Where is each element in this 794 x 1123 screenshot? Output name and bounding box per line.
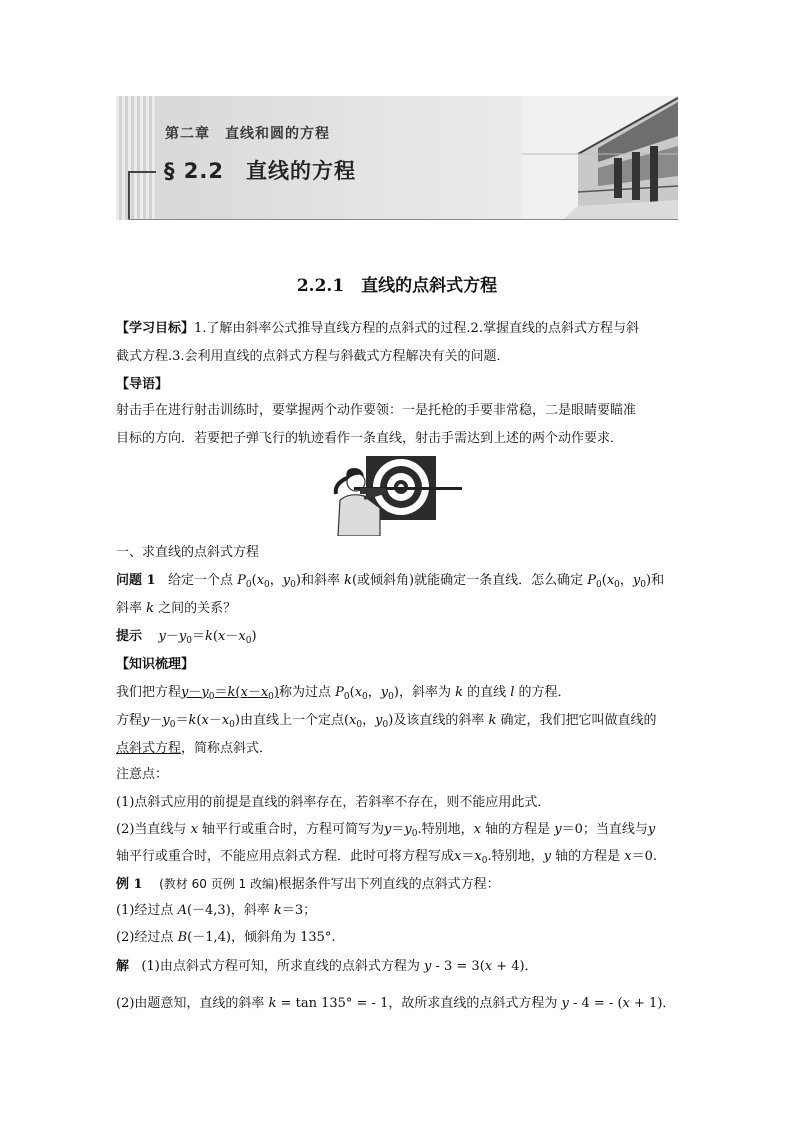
intro-tag: 【导语】 xyxy=(116,377,169,392)
q1-text-b: 和斜率 xyxy=(300,573,345,588)
part1-heading: 一、求直线的点斜式方程 xyxy=(116,545,260,560)
chapter-title: 第二章 直线和圆的方程 xyxy=(165,126,330,142)
k2-text-d: 确定，我们把它叫做直线的 xyxy=(496,713,657,728)
question1-line-2: 斜率 k 之间的关系？ xyxy=(116,601,237,616)
note-2-line-1: (2)当直线与 x 轴平行或重合时，方程可简写为$y=y_0$.特别地，x 轴的方程是 y＝0；当直线与y xyxy=(116,822,656,839)
shooter-illustration xyxy=(330,454,466,536)
q1-text-f: 之间的关系？ xyxy=(154,601,237,616)
question1-tag: 问题 1 xyxy=(116,573,156,588)
s2-text-b: ，故所求直线的点斜式方程为 xyxy=(388,996,562,1011)
k2-text-a: 方程 xyxy=(116,713,143,728)
k1-text-d: 的直线 xyxy=(462,685,511,700)
n3-text-a: 轴平行或重合时，不能应用点斜式方程．此时可将方程写成 xyxy=(116,849,455,864)
c1-text-b: ，斜率 xyxy=(230,903,274,918)
n2-text-c: .特别地， xyxy=(417,822,474,837)
solution-tag: 解 xyxy=(116,959,130,974)
solution-line-1: 解 (1)由点斜式方程可知，所求直线的点斜式方程为 y - 3 = 3(x + 4)． xyxy=(116,959,538,974)
example1-condition-2: (2)经过点 B(－1,4)，倾斜角为 135°. xyxy=(116,930,336,945)
goals-line-1 xyxy=(116,315,639,343)
q1-text-d: 和 xyxy=(651,573,665,588)
knowledge-tag: 【知识梳理】 xyxy=(116,657,195,672)
q1-text-a: 给定一个点 xyxy=(167,573,238,588)
k1-text-c: ，斜率为 xyxy=(398,685,456,700)
banner-stripes xyxy=(116,96,156,220)
building-photo-image xyxy=(522,96,678,220)
k1-text-b: 称为过点 xyxy=(278,685,336,700)
notes-tag: 注意点： xyxy=(116,767,169,782)
intro-line-1: 射击手在进行射击训练时，要掌握两个动作要领：一是托枪的手要非常稳，二是眼睛要瞄准 xyxy=(116,403,637,418)
section-title: § 2.2 直线的方程 xyxy=(164,159,357,183)
question1-line-1: 问题 1 给定一个点 $P_0(x_0$，$y_0$)和斜率 k(或倾斜角)就能确定一条直线．怎么确定 $P_0(x_0$，$y_0$)和 xyxy=(116,573,665,590)
intro-line-2: 目标的方向．若要把子弹飞行的轨迹看作一条直线，射击手需达到上述的两个动作要求． xyxy=(116,431,624,446)
hint-line: 提示 $y-y_0=k(x-x_0)$ xyxy=(116,629,257,646)
solution-line-2: (2)由题意知，直线的斜率 k = tan 135° = - 1，故所求直线的点斜式方程为 y - 4 = - (x + 1)． xyxy=(116,996,676,1011)
knowledge-line-1: 我们把方程$y-y_0=k(x-x_0)$称为过点 $P_0(x_0$，$y_0$)，斜率为 k 的直线 l 的方程． xyxy=(116,685,571,702)
example1-source: (教材 60 页例 1 改编) xyxy=(159,877,279,891)
goals-line-2: 截式方程.3.会利用直线的点斜式方程与斜截式方程解决有关的问题． xyxy=(116,349,510,364)
k1-text-a: 我们把方程 xyxy=(116,685,182,700)
k3-text-b: ，简称点斜式． xyxy=(181,741,273,756)
example1-condition-1: (1)经过点 A(－4,3)，斜率 k＝3； xyxy=(116,903,317,918)
hint-tag: 提示 xyxy=(116,629,143,644)
goals-tag: 【学习目标】 xyxy=(116,321,195,336)
n2-text-a: (2)当直线与 xyxy=(116,822,191,837)
banner-rule-bottom xyxy=(128,219,678,220)
n2-text-b: 轴平行或重合时，方程可简写为 xyxy=(197,822,385,837)
knowledge-line-3 xyxy=(116,735,272,763)
n2-text-e: ；当直线与 xyxy=(582,822,648,837)
s2-text-a: (2)由题意知，直线的斜率 xyxy=(116,996,269,1011)
n2-text-d: 轴的方程是 xyxy=(481,822,555,837)
point-slope-term: 点斜式方程 xyxy=(116,741,182,756)
s1-text-a: (1)由点斜式方程可知，所求直线的点斜式方程为 xyxy=(141,959,424,974)
q1-text-c: (或倾斜角)就能确定一条直线．怎么确定 xyxy=(351,573,588,588)
example1-text: 根据条件写出下列直线的点斜式方程： xyxy=(278,877,500,892)
k2-text-b: 由直线上一个定点 xyxy=(239,713,344,728)
c2-text-a: (2)经过点 xyxy=(116,930,178,945)
note-1: (1)点斜式应用的前提是直线的斜率存在，若斜率不存在，则不能应用此式． xyxy=(116,795,551,810)
lesson-title: 2.2.1 直线的点斜式方程 xyxy=(296,276,498,296)
example1-tag: 例 1 xyxy=(116,877,143,892)
note-2-line-2: 轴平行或重合时，不能应用点斜式方程．此时可将方程写成$x=x_0$.特别地，y 轴的方程是 x＝0. xyxy=(116,849,657,866)
n3-text-b: .特别地， xyxy=(487,849,544,864)
c1-text-a: (1)经过点 xyxy=(116,903,178,918)
example1-heading xyxy=(116,870,500,899)
k1-text-e: 的方程． xyxy=(514,685,571,700)
c2-text-b: ，倾斜角为 135°. xyxy=(230,930,336,945)
point-slope-equation: $y-y_0=k(x-x_0)$ xyxy=(181,685,279,702)
goals-text-1: 1.了解由斜率公式推导直线方程的点斜式的过程.2.掌握直线的点斜式方程与斜 xyxy=(194,321,639,336)
k2-text-c: 及该直线的斜率 xyxy=(393,713,489,728)
banner-rule-vertical xyxy=(128,171,130,219)
n3-text-c: 轴的方程是 xyxy=(550,849,625,864)
q1-text-e: 斜率 xyxy=(116,601,147,616)
knowledge-line-2: 方程$y-y_0=k(x-x_0)$由直线上一个定点($x_0$，$y_0$)及该直线的斜率 k 确定，我们把它叫做直线的 xyxy=(116,713,657,730)
banner-rule-short xyxy=(128,171,156,173)
